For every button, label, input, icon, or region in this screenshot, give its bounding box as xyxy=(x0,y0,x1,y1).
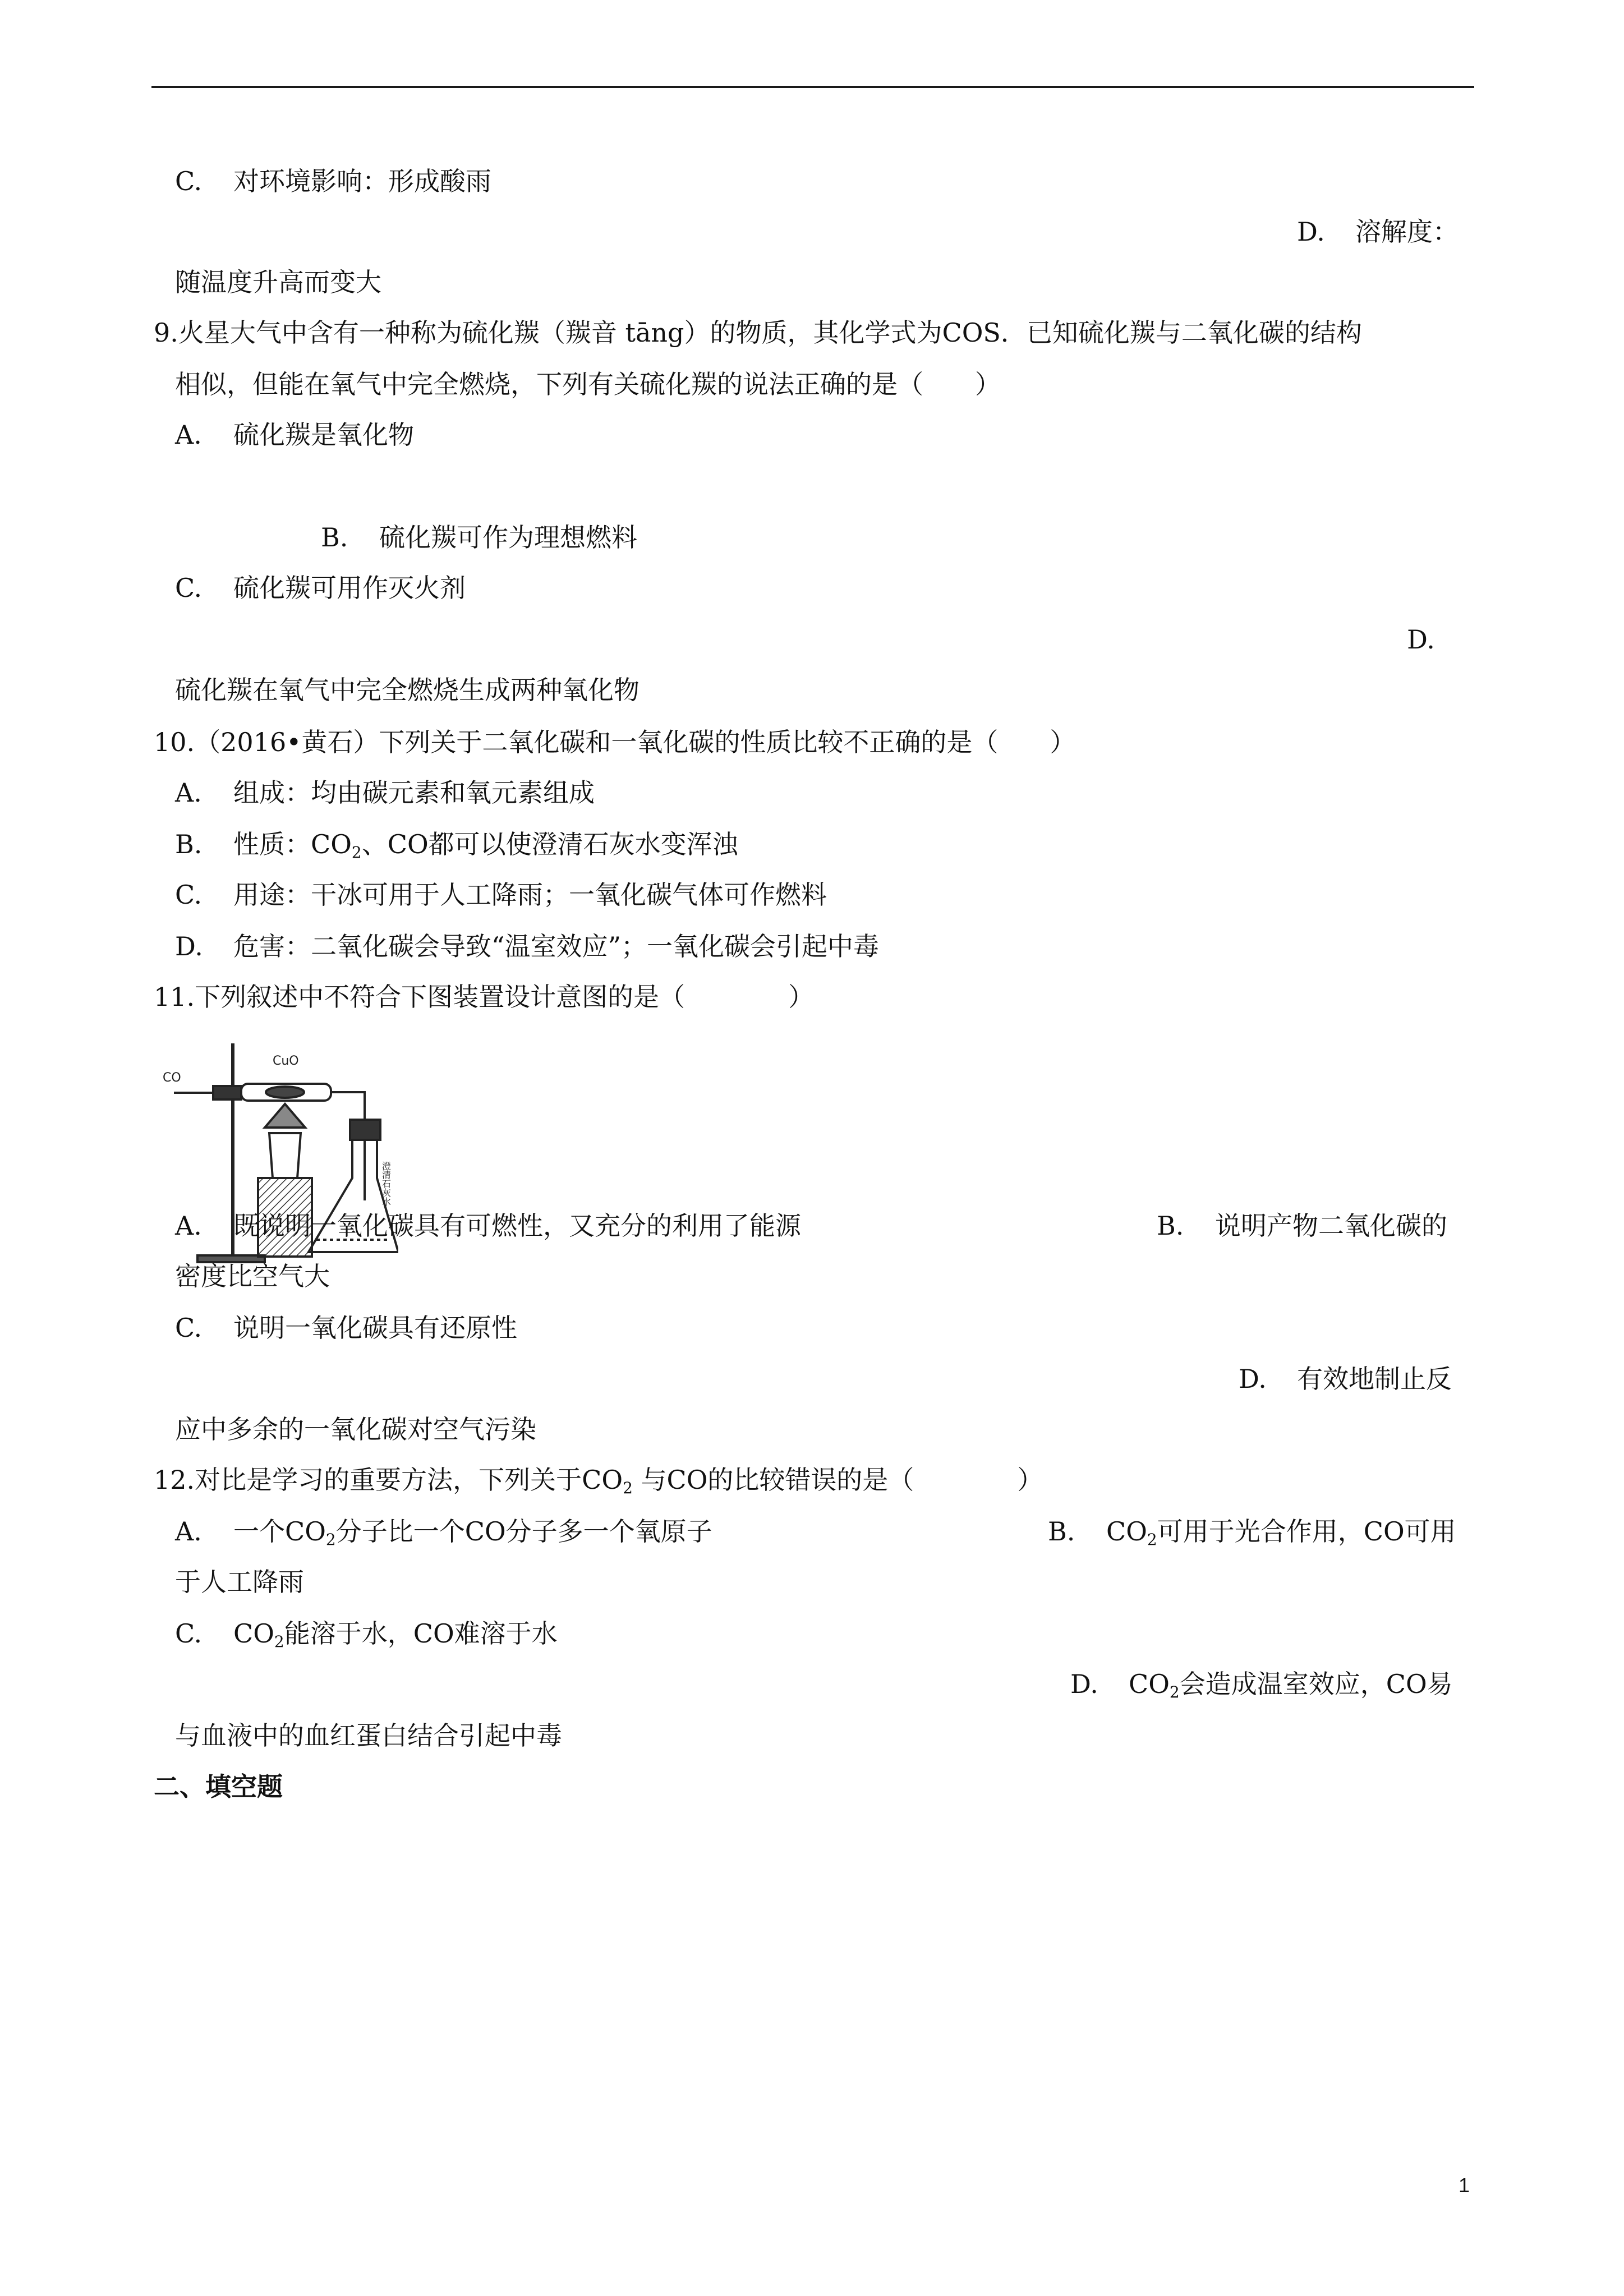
q9-option-a: A. 硫化羰是氧化物 xyxy=(175,420,414,450)
q11-option-b-cont: 密度比空气大 xyxy=(175,1261,330,1291)
q10-stem: 10.（2016•黄石）下列关于二氧化碳和一氧化碳的性质比较不正确的是（ ） xyxy=(154,727,1076,757)
q10-option-d: D. 危害：二氧化碳会导致“温室效应”；一氧化碳会引起中毒 xyxy=(175,931,880,961)
page-number: 1 xyxy=(1459,2174,1470,2197)
label-cuo: CuO xyxy=(273,1054,299,1068)
burner-body xyxy=(269,1133,301,1178)
q8-option-d-cont: 随温度升高而变大 xyxy=(175,267,381,297)
q9-option-b: B. 硫化羰可作为理想燃料 xyxy=(321,522,637,553)
burner-flame xyxy=(265,1104,305,1128)
q12-stem: 12.对比是学习的重要方法，下列关于$CO_2$ 与CO的比较错误的是（ ） xyxy=(154,1465,1043,1497)
q10-option-b: B. 性质：$CO_2$、CO都可以使澄清石灰水变浑浊 xyxy=(175,829,738,862)
cuo-sample xyxy=(266,1087,304,1098)
header-rule xyxy=(151,86,1474,88)
flask-stopper xyxy=(350,1120,380,1140)
q12-option-d: D. $CO_2$会造成温室效应，CO易 xyxy=(1070,1669,1453,1701)
q10-option-c: C. 用途：干冰可用于人工降雨；一氧化碳气体可作燃料 xyxy=(175,880,827,910)
label-limewater: 澄清石灰水 xyxy=(380,1161,392,1206)
q9-option-c: C. 硫化羰可用作灭火剂 xyxy=(175,573,466,603)
q9-stem-line2: 相似，但能在氧气中完全燃烧，下列有关硫化羰的说法正确的是（ ） xyxy=(175,369,1001,399)
q9-option-d-cont: 硫化羰在氧气中完全燃烧生成两种氧化物 xyxy=(175,675,640,705)
q12-option-a: A. 一个$CO_2$分子比一个CO分子多一个氧原子 xyxy=(175,1516,712,1549)
q12-option-c: C. $CO_2$能溶于水，CO难溶于水 xyxy=(175,1618,558,1651)
q12-option-b: B. $CO_2$可用于光合作用，CO可用 xyxy=(1048,1516,1456,1549)
q10-option-a: A. 组成：均由碳元素和氧元素组成 xyxy=(175,777,595,808)
q11-option-b: B. 说明产物二氧化碳的 xyxy=(1157,1211,1447,1241)
q12-option-b-cont: 于人工降雨 xyxy=(175,1567,304,1597)
q11-stem: 11.下列叙述中不符合下图装置设计意图的是（ ） xyxy=(154,982,815,1012)
q8-option-c: C. 对环境影响：形成酸雨 xyxy=(175,166,491,196)
label-co: CO xyxy=(163,1071,181,1085)
q12-option-d-cont: 与血液中的血红蛋白结合引起中毒 xyxy=(175,1720,562,1751)
q11-option-a: A. 既说明一氧化碳具有可燃性，又充分的利用了能源 xyxy=(175,1211,801,1241)
q11-option-d-cont: 应中多余的一氧化碳对空气污染 xyxy=(175,1414,536,1444)
q11-option-d: D. 有效地制止反 xyxy=(1239,1364,1452,1394)
section-heading-fill-in: 二、填空题 xyxy=(154,1772,283,1802)
q9-option-d-label: D. xyxy=(1407,624,1435,655)
q9-stem-line1: 9.火星大气中含有一种称为硫化羰（羰音 tāng）的物质，其化学式为COS．已知硫化羰与二氧化碳的结构 xyxy=(154,318,1362,348)
q11-option-c: C. 说明一氧化碳具有还原性 xyxy=(175,1313,517,1343)
q8-option-d: D. 溶解度： xyxy=(1297,217,1459,247)
clamp xyxy=(213,1086,241,1099)
